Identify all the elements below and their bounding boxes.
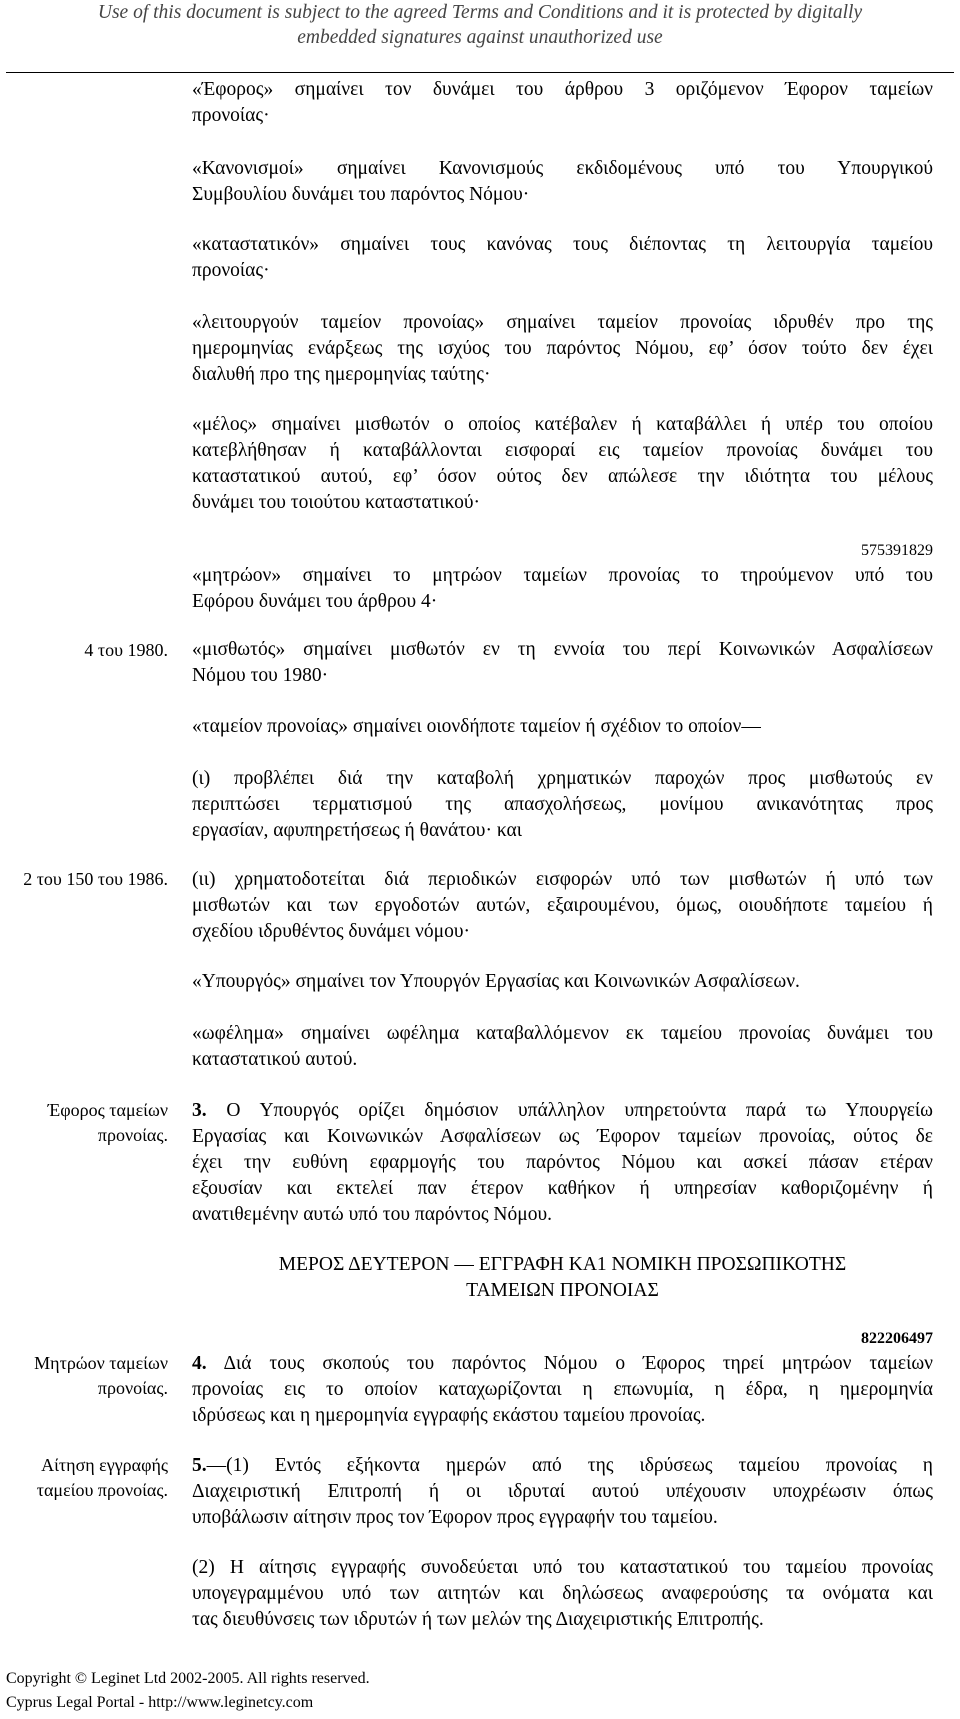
subclause-ii — [192, 867, 933, 945]
text-line: μισθωτών και των εργοδοτών αυτών, εξαιρουμένου, όμως, οιουδήποτε ταμείου ή — [192, 895, 933, 916]
text-line: «λειτουργούν ταμείον προνοίας» σημαίνει ταμείον προνοίας ιδρυθέν προ της — [192, 312, 933, 333]
margin-note-line: Αίτηση εγγραφής — [41, 1455, 168, 1475]
usage-notice-header — [0, 0, 960, 50]
definition-mitroon — [192, 563, 933, 615]
text-line: προνοίας εις το οποίον καταχωρίζονται η επωνυμία, η έδρα, η ημερομηνία — [192, 1379, 933, 1400]
margin-note-line: Έφορος ταμείων — [47, 1100, 168, 1120]
text-line: «μισθωτός» σημαίνει μισθωτόν εν τη εννοία του περί Κοινωνικών Ασφαλίσεων — [192, 639, 933, 660]
text-run: Ο Υπουργός ορίζει δημόσιον υπάλληλον υπηρετούντα παρά τω Υπουργείω — [206, 1100, 933, 1121]
section-number: 5. — [192, 1455, 207, 1476]
text-line: «καταστατικόν» σημαίνει τους κανόνας τους διέποντας τη λειτουργία ταμείου — [192, 234, 933, 255]
text-line: Εργασίας και Κοινωνικών Ασφαλίσεων ως Έφορον ταμείων προνοίας, ούτος δε — [192, 1126, 933, 1147]
definition-katastatikon — [192, 232, 933, 284]
definition-ofelima — [192, 1021, 933, 1073]
text-line: (2) Η αίτησις εγγραφής συνοδεύεται υπό του καταστατικού του ταμείου προνοίας — [192, 1557, 933, 1578]
copyright-footer — [6, 1667, 370, 1715]
section-number: 3. — [192, 1100, 207, 1121]
margin-note-line: Μητρώον ταμείων — [34, 1353, 168, 1373]
copyright-line: Copyright © Leginet Ltd 2002-2005. All rights reserved. — [6, 1670, 370, 1687]
definition-tameion-pronoias — [192, 714, 933, 740]
text-line: (ι) προβλέπει διά την καταβολή χρηματικών παροχών προς μισθωτούς εν — [192, 768, 933, 789]
section-number: 4. — [192, 1353, 207, 1374]
margin-note-aitisi — [8, 1453, 168, 1503]
text-line: (ιι) χρηματοδοτείται διά περιοδικών εισφορών υπό των μισθωτών ή υπό των — [192, 869, 933, 890]
margin-note-line: προνοίας. — [97, 1378, 168, 1398]
heading-line: ΜΕΡΟΣ ΔΕΥΤΕΡΟΝ — ΕΓΓΡΑΦΗ ΚΑ1 ΝΟΜΙΚΗ ΠΡΟΣΩΠΙΚΟΤΗΣ — [278, 1254, 847, 1275]
document-number: 575391829 — [861, 542, 933, 559]
definition-kanonismoi — [192, 156, 933, 208]
margin-note-mitroon — [8, 1351, 168, 1401]
text-line: «Υπουργός» σημαίνει τον Υπουργόν Εργασίας και Κοινωνικών Ασφαλίσεων. — [192, 971, 800, 992]
text-line: τας διευθύνσεις των ιδρυτών ή των μελών της Διαχειριστικής Επιτροπής. — [192, 1609, 764, 1630]
text-line: κατεβλήθησαν ή καταβάλλονται εισφοραί εις ταμείον προνοίας δυνάμει του — [192, 440, 933, 461]
text-line: ιδρύσεως και η ημερομηνία εγγραφής εκάστου ταμείου προνοίας. — [192, 1405, 706, 1426]
text-line: Νόμου του 1980· — [192, 665, 329, 686]
section-3 — [192, 1098, 933, 1228]
text-line — [192, 1453, 933, 1479]
section-4 — [192, 1351, 933, 1429]
text-line — [192, 1098, 933, 1124]
section-5-subsection-2 — [192, 1555, 933, 1633]
section-5 — [192, 1453, 933, 1531]
margin-note-eforos — [8, 1098, 168, 1148]
text-line: δυνάμει του τοιούτου καταστατικού· — [192, 492, 480, 513]
text-line: Συμβουλίου δυνάμει του παρόντος Νόμου· — [192, 184, 530, 205]
part-two-heading — [192, 1252, 933, 1304]
text-line: διαλυθή προ της ημερομηνίας ταύτης· — [192, 364, 491, 385]
heading-line: ΤΑΜΕΙΩΝ ΠΡΟΝΟΙΑΣ — [466, 1280, 659, 1301]
text-line: «μέλος» σημαίνει μισθωτόν ο οποίος κατέβαλεν ή καταβάλλει ή υπέρ του οποίου — [192, 414, 933, 435]
margin-note-line: ταμείου προνοίας. — [36, 1480, 168, 1500]
margin-note-law-reference: 4 του 1980. — [84, 640, 168, 660]
text-line: περιπτώσει τερματισμού της απασχολήσεως, μονίμου ανικανότητας προς — [192, 794, 933, 815]
text-line: υποβάλωσιν αίτησιν προς τον Έφορον προς εγγραφήν του ταμείου. — [192, 1507, 718, 1528]
text-line: εξουσίαν και εκτελεί παν έτερον καθήκον ή υπηρεσίαν καθοριζομένην ή — [192, 1178, 933, 1199]
text-line: «ωφέλημα» σημαίνει ωφέλημα καταβαλλόμενον εκ ταμείου προνοίας δυνάμει του — [192, 1023, 933, 1044]
margin-note-line: προνοίας. — [97, 1125, 168, 1145]
text-line: υπογεγραμμένου υπό των αιτητών και δηλώσεως αναφερούσης τα ονόματα και — [192, 1583, 933, 1604]
text-line: Εφόρου δυνάμει του άρθρου 4· — [192, 591, 438, 612]
text-line: εργασίαν, αφυπηρετήσεως ή θανάτου· και — [192, 820, 522, 841]
text-line: «Έφορος» σημαίνει τον δυνάμει του άρθρου 3 οριζόμενον Έφορον ταμείων — [192, 79, 933, 100]
text-line: ημερομηνίας ενάρξεως της ισχύος του παρόντος Νόμου, εφ’ όσον τούτο δεν έχει — [192, 338, 933, 359]
text-line: έχει την ευθύνη εφαρμογής του παρόντος Νόμου και ασκεί πάσαν ετέραν — [192, 1152, 933, 1173]
margin-note-law-reference: 2 του 150 του 1986. — [23, 869, 168, 889]
definition-leitourgoun-tameion — [192, 310, 933, 388]
definition-ypourgos — [192, 969, 933, 995]
text-line: «ταμείον προνοίας» σημαίνει οιονδήποτε ταμείον ή σχέδιον το οποίον— — [192, 716, 761, 737]
text-line: προνοίας· — [192, 105, 270, 126]
subclause-i — [192, 766, 933, 844]
text-line: ανατιθεμένην αυτώ υπό του παρόντος Νόμου. — [192, 1204, 552, 1225]
text-line: σχεδίου ιδρυθέντος δυνάμει νόμου· — [192, 921, 470, 942]
usage-notice-line-1: Use of this document is subject to the agreed Terms and Conditions and it is protected by digitally — [97, 2, 863, 23]
text-line: «μητρώον» σημαίνει το μητρώον ταμείων προνοίας το τηρούμενον υπό του — [192, 565, 933, 586]
text-line: Διαχειριστική Επιτροπή ή οι ιδρυταί αυτού υπέχουσιν υποχρέωσιν όπως — [192, 1481, 933, 1502]
text-run: —(1) Εντός εξήκοντα ημερών από της ιδρύσεως ταμείου προνοίας η — [206, 1455, 933, 1476]
text-line: καταστατικού αυτού. — [192, 1049, 358, 1070]
portal-line: Cyprus Legal Portal - http://www.leginetcy.com — [6, 1694, 314, 1711]
text-line: καταστατικού αυτού, εφ’ όσον ούτος δεν απώλεσε την ιδιότητα του μέλους — [192, 466, 933, 487]
text-line: «Κανονισμοί» σημαίνει Κανονισμούς εκδιδομένους υπό του Υπουργικού — [192, 158, 933, 179]
definition-misthotos — [192, 637, 933, 689]
definition-eforos — [192, 77, 933, 129]
definition-melos — [192, 412, 933, 516]
usage-notice-line-2: embedded signatures against unauthorized use — [297, 27, 663, 48]
text-run: Διά τους σκοπούς του παρόντος Νόμου ο Έφορος τηρεί μητρώον ταμείων — [206, 1353, 933, 1374]
header-divider — [6, 72, 954, 73]
text-line: προνοίας· — [192, 260, 270, 281]
text-line — [192, 1351, 933, 1377]
document-number: 822206497 — [861, 1330, 933, 1347]
